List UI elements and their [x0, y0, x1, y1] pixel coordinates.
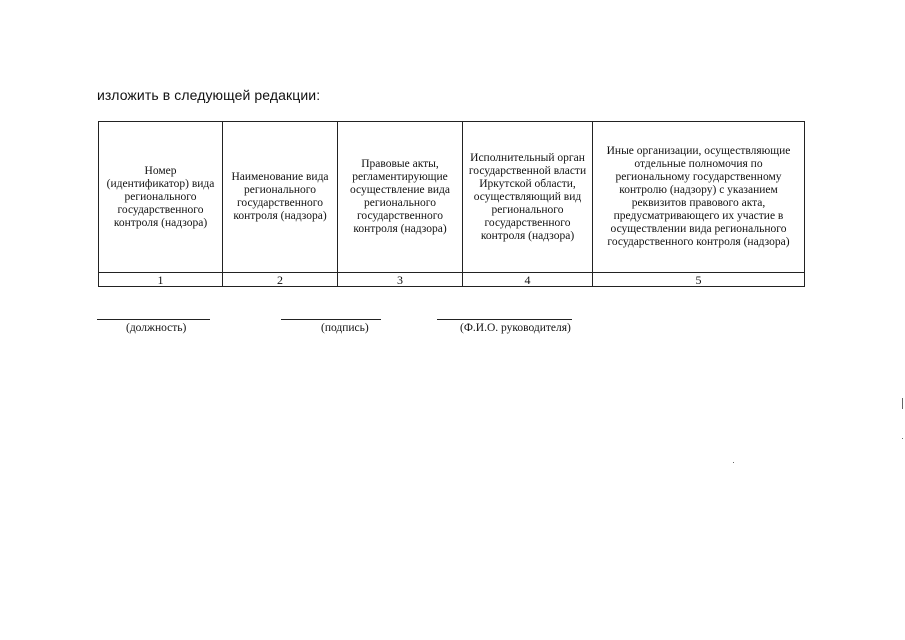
scan-artifact-mark	[902, 398, 903, 409]
position-signature-line	[97, 319, 210, 320]
header-legal-acts: Правовые акты, регламентирующие осуществление вида регионального государственного контроля (надзора)	[338, 122, 463, 273]
signature-label: (подпись)	[321, 322, 369, 334]
header-identifier: Номер (идентификатор) вида регионального государственного контроля (надзора)	[99, 122, 223, 273]
signature-line	[281, 319, 381, 320]
name-signature-line	[437, 319, 572, 320]
column-number-3: 3	[338, 273, 463, 287]
column-number-4: 4	[463, 273, 593, 287]
position-label: (должность)	[126, 322, 187, 334]
header-executive-body: Исполнительный орган государственной власти Иркутской области, осуществляющий вид регионального государственного контроля (надзора)	[463, 122, 593, 273]
column-number-5: 5	[593, 273, 805, 287]
control-types-table	[98, 121, 805, 287]
intro-text: изложить в следующей редакции:	[97, 87, 321, 103]
scan-artifact-dot	[733, 462, 734, 463]
column-number-1: 1	[99, 273, 223, 287]
header-other-organizations: Иные организации, осуществляющие отдельные полномочия по региональному государственному контролю (надзору) с указанием реквизитов правового акта, предусматривающего их участие в осуществлении вида регионального государственного контроля (надзора)	[593, 122, 805, 273]
column-number-2: 2	[223, 273, 338, 287]
table-header-row	[99, 122, 805, 273]
name-label: (Ф.И.О. руководителя)	[460, 322, 571, 334]
table-number-row	[99, 273, 805, 287]
scan-artifact-dot	[902, 438, 903, 439]
header-control-name: Наименование вида регионального государственного контроля (надзора)	[223, 122, 338, 273]
